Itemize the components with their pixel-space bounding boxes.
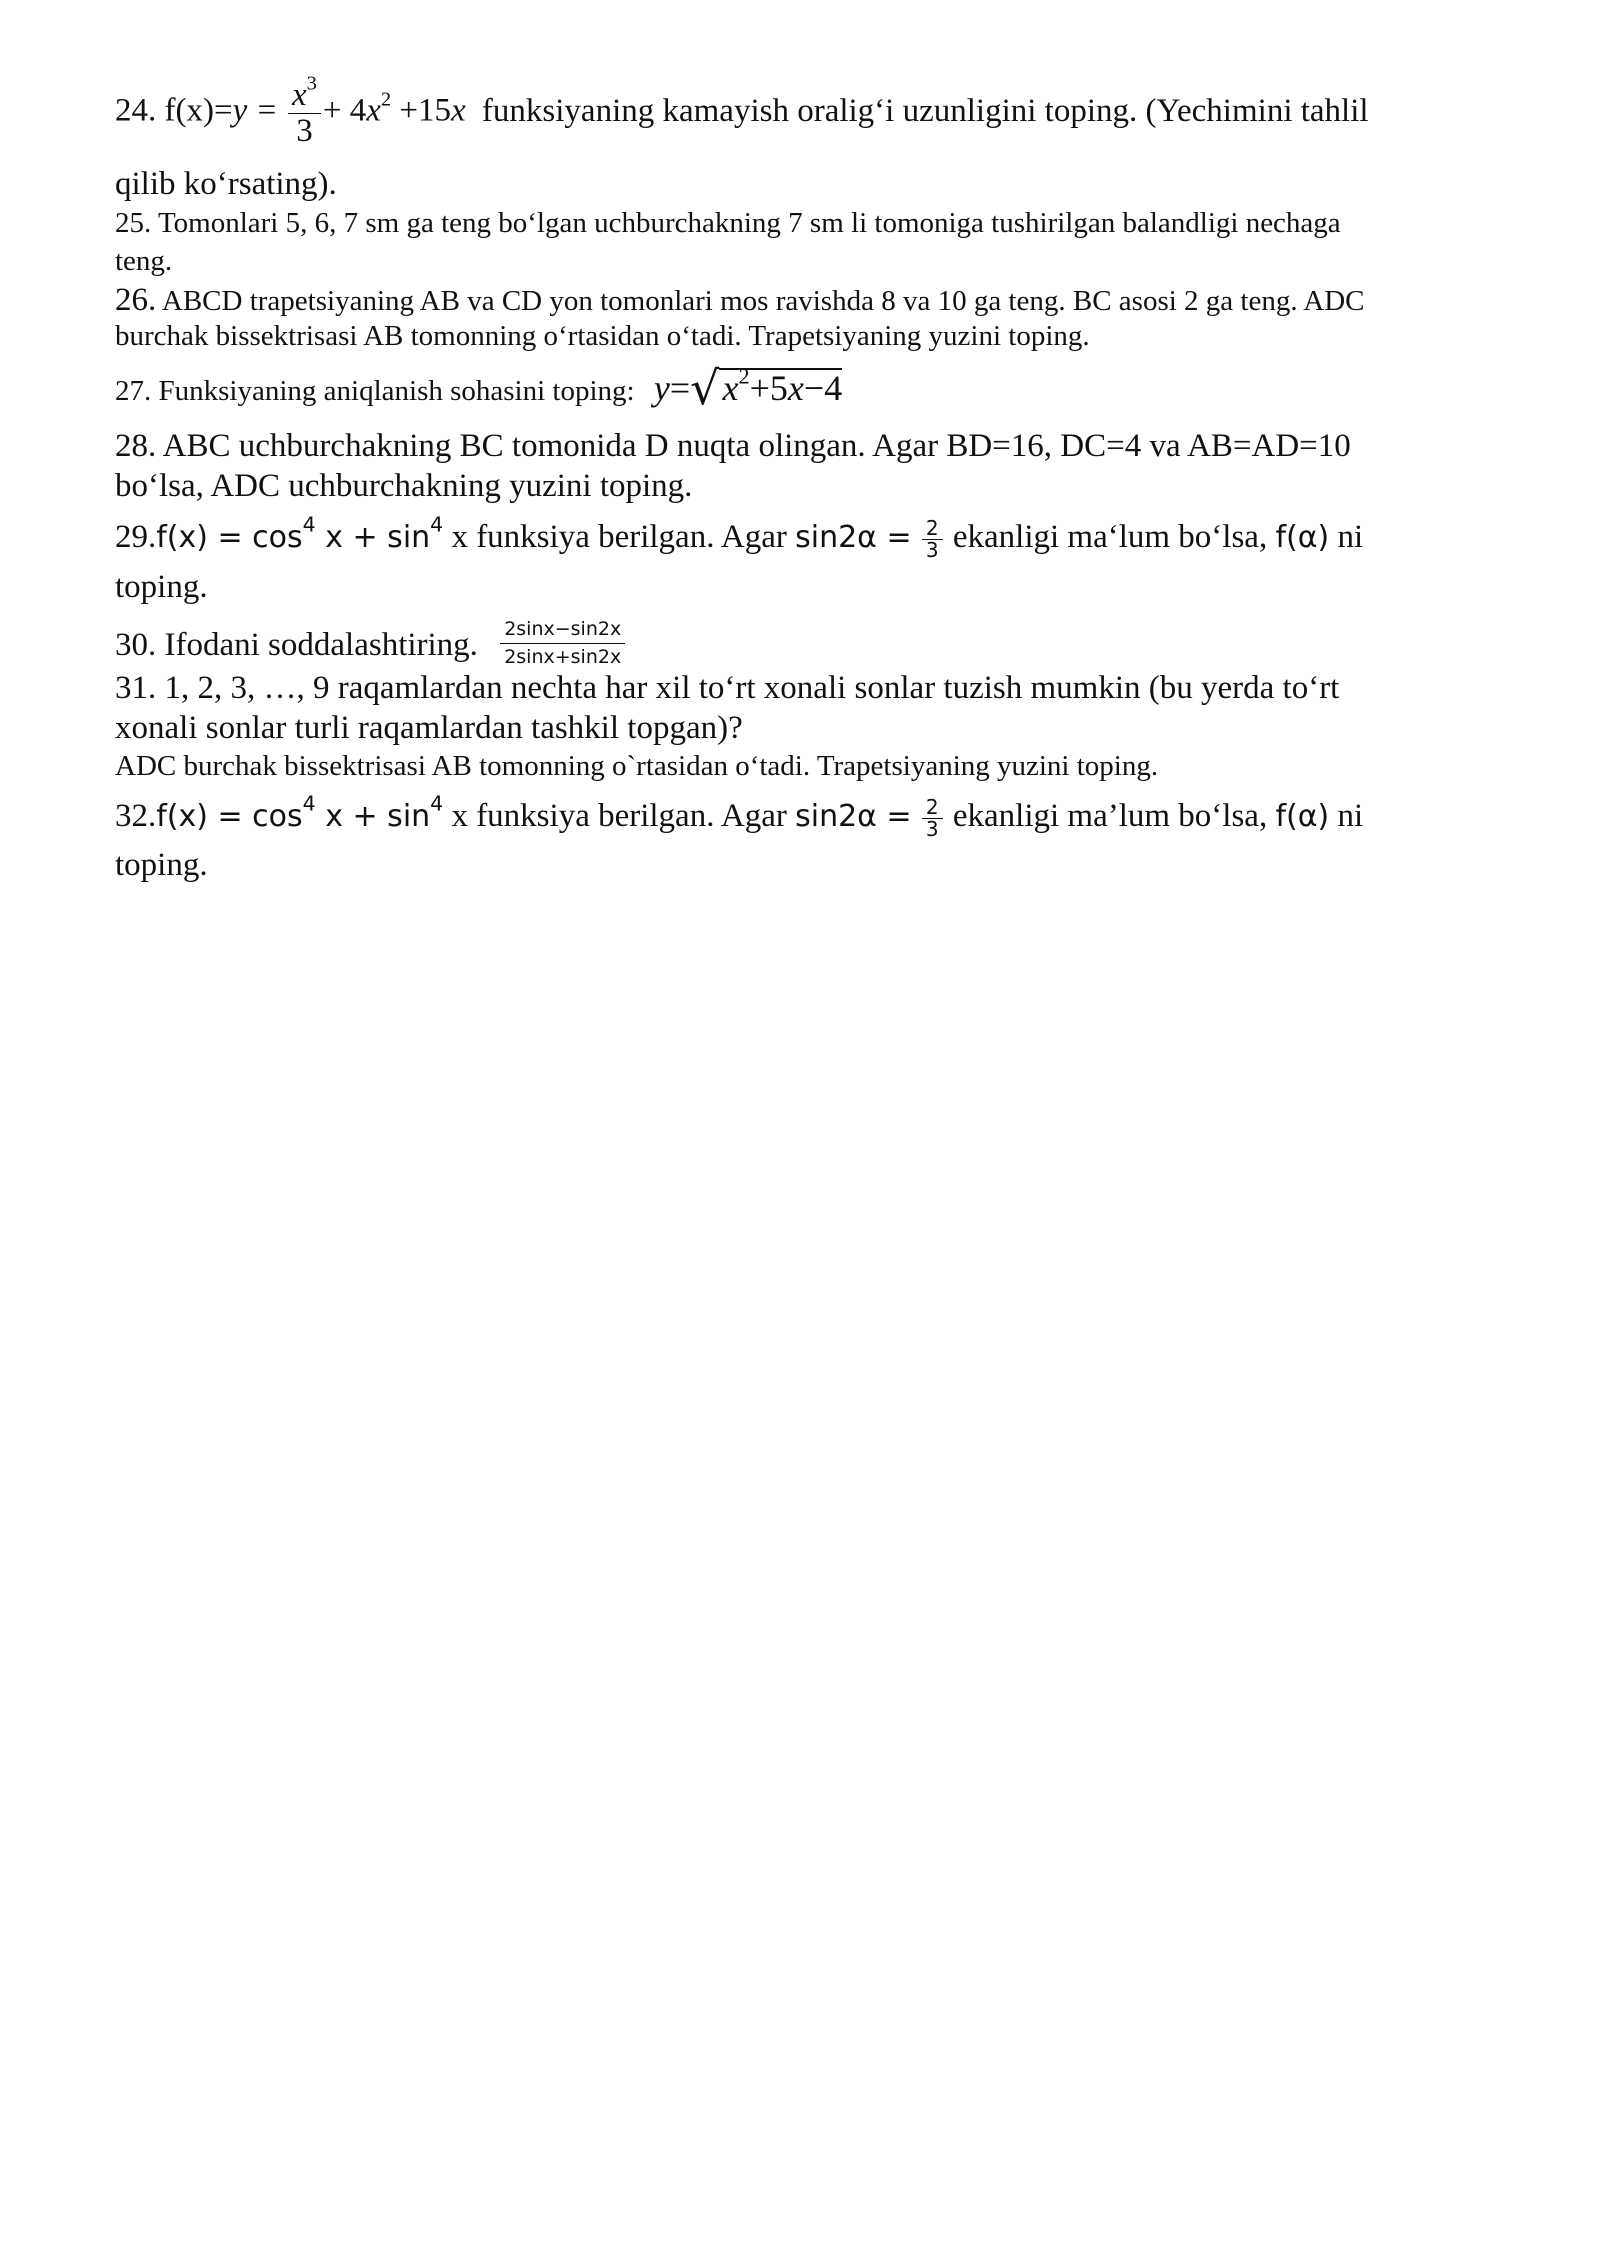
problem-24-frac-num: x — [292, 77, 307, 113]
problem-29-text2: ekanligi ma‘lum bo‘lsa, — [944, 519, 1276, 556]
problem-29-text1: x funksiya berilgan. Agar — [443, 519, 796, 556]
problem-27-x: x — [722, 368, 739, 408]
problem-27-radicand — [719, 363, 843, 408]
problem-25-line1: 25. Tomonlari 5, 6, 7 sm ga teng bo‘lgan uchburchakning 7 sm li tomoniga tushirilgan balandligi nechaga — [115, 207, 1341, 239]
problem-24-frac-den: 3 — [296, 112, 313, 149]
problem-24-term-x2: x — [451, 92, 466, 129]
problem-28-line2: bo‘lsa, ADC uchburchakning yuzini toping. — [115, 468, 693, 504]
problem-32-frac-num: 2 — [922, 797, 943, 819]
problem-32-frac-den: 3 — [925, 817, 939, 841]
problem-29-sin: sin2α = — [795, 520, 912, 556]
problem-31-line2: xonali sonlar turli raqamlardan tashkil topgan)? — [115, 710, 743, 746]
problem-32-fx: f(x) = cos — [156, 799, 303, 835]
problem-24-fraction — [288, 72, 321, 149]
problem-27-formula-eq: = — [669, 368, 691, 408]
problem-25-line2: teng. — [115, 245, 173, 277]
problem-24-frac-num-exp: 3 — [306, 72, 317, 95]
problem-27-rest: +5 — [749, 368, 788, 408]
sqrt-radical-icon: √ — [690, 361, 720, 415]
problem-32-text1: x funksiya berilgan. Agar — [443, 798, 796, 835]
problem-29-fx: f(x) = cos — [156, 520, 303, 556]
problem-32-number: 32. — [115, 798, 157, 835]
problem-32-line1 — [115, 791, 1364, 841]
problem-29-exp2: 4 — [430, 512, 444, 537]
problem-24-term-b: +15 — [391, 92, 452, 129]
problem-30-line — [115, 620, 625, 668]
problem-29-line2: toping. — [115, 569, 208, 605]
problem-30-frac-den: 2sinx+sin2x — [504, 645, 622, 668]
problem-29-number: 29. — [115, 519, 157, 556]
problem-27-formula-y: y — [653, 368, 670, 408]
problem-27-exp: 2 — [738, 363, 750, 389]
problem-30-text: 30. Ifodani soddalashtiring. — [115, 626, 478, 663]
problem-32-line2: toping. — [115, 847, 208, 883]
problem-24-line1 — [115, 72, 1369, 149]
problem-32-text2: ekanligi ma’lum bo‘lsa, — [944, 798, 1276, 835]
problem-26-text-line1: ABCD trapetsiyaning AB va CD yon tomonlari mos ravishda 8 va 10 ga teng. BC asosi 2 ga teng. ADC — [156, 285, 1365, 317]
problem-24-prefix: 24. f(x)= — [115, 92, 233, 129]
problem-29-exp1: 4 — [302, 512, 316, 537]
problem-27-formula — [653, 361, 843, 415]
problem-26-number: 26. — [115, 282, 157, 318]
problem-32-sin: sin2α = — [795, 799, 912, 835]
problem-29-mid: x + sin — [315, 520, 431, 556]
problem-29-falpha: f(α) — [1275, 520, 1330, 556]
problem-32-exp2: 4 — [430, 791, 444, 816]
problem-24-line2: qilib ko‘rsating). — [115, 166, 337, 202]
problem-27-line — [115, 361, 843, 415]
problem-27-tail: −4 — [803, 368, 843, 408]
problem-24-term-x: x — [366, 92, 381, 129]
extra-line: ADC burchak bissektrisasi AB tomonning o`rtasidan o‘tadi. Trapetsiyaning yuzini toping. — [115, 750, 1159, 782]
problem-24-term-a: + 4 — [322, 92, 367, 129]
problem-32-fraction — [922, 797, 943, 840]
problem-27-text: 27. Funksiyaning aniqlanish sohasini toping: — [115, 375, 635, 407]
problem-27-x2: x — [787, 368, 804, 408]
problem-28-line1: 28. ABC uchburchakning BC tomonida D nuqta olingan. Agar BD=16, DC=4 va AB=AD=10 — [115, 428, 1351, 464]
problem-26-line2: burchak bissektrisasi AB tomonning o‘rtasidan o‘tadi. Trapetsiyaning yuzini toping. — [115, 320, 1090, 352]
problem-24-text-line1: funksiyaning kamayish oralig‘i uzunligini toping. (Yechimini tahlil — [481, 92, 1369, 129]
problem-24-term-exp: 2 — [380, 88, 392, 111]
problem-29-frac-den: 3 — [925, 538, 939, 562]
problem-32-text3: ni — [1329, 798, 1364, 835]
problem-29-fraction — [922, 518, 943, 561]
problem-32-exp1: 4 — [302, 791, 316, 816]
problem-30-fraction — [500, 620, 625, 668]
problem-30-frac-num: 2sinx−sin2x — [500, 620, 625, 644]
problem-32-falpha: f(α) — [1275, 799, 1330, 835]
problem-32-mid: x + sin — [315, 799, 431, 835]
problem-26-line1 — [115, 284, 1364, 317]
problem-29-frac-num: 2 — [922, 518, 943, 540]
problem-29-line1 — [115, 512, 1364, 562]
problem-24-formula-y: y = — [232, 92, 278, 129]
problem-31-line1: 31. 1, 2, 3, …, 9 raqamlardan nechta har xil to‘rt xonali sonlar tuzish mumkin (bu yerda to‘rt — [115, 670, 1340, 706]
problem-29-text3: ni — [1329, 519, 1364, 556]
